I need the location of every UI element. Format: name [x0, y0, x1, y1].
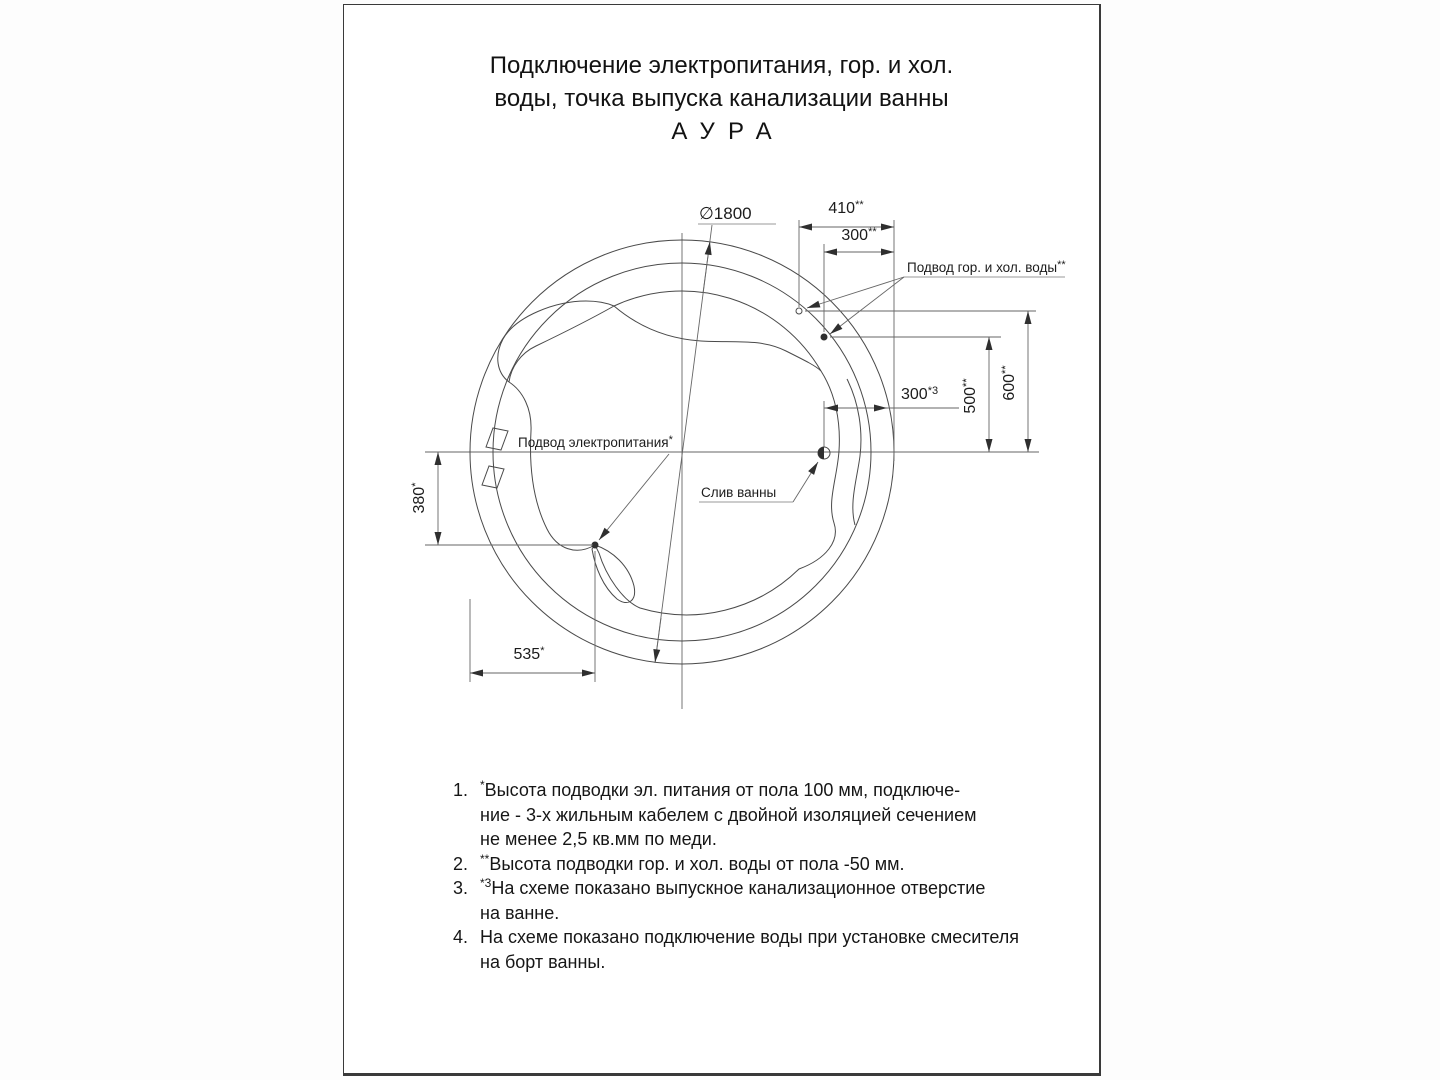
centerlines [425, 233, 1039, 709]
dim-380-label: 380* [410, 482, 428, 514]
dim-300-top-label: 300** [841, 226, 877, 244]
title-line-2: воды, точка выпуска канализации ванны [494, 85, 949, 112]
dim-535-label: 535* [513, 645, 545, 663]
dim-diameter-1800 [655, 204, 776, 663]
footnote-text: Высота подводки гор. и хол. воды от пола -50 мм. [489, 853, 905, 874]
water-supply-label: Подвод гор. и хол. воды** [907, 259, 1066, 275]
footnote-text: Высота подводки эл. питания от пола 100 мм, подключе- [484, 780, 961, 800]
dim-300-right-label: 300$^{*3}$ [901, 385, 939, 403]
footnote-number: 1. [453, 780, 469, 800]
footnote-number: 2. [453, 853, 469, 874]
water-supply-callout [796, 259, 1066, 341]
dim-535-group [470, 551, 595, 682]
footnote-4 [453, 925, 1053, 974]
footnote-text: не менее 2,5 кв.мм по меди. [480, 829, 717, 849]
dim-300-drain [824, 385, 959, 447]
power-supply-callout [518, 434, 674, 549]
footnote-text: На схеме показано подключение воды при установке смесителя [480, 927, 1020, 947]
drain-label: Слив ванны [701, 485, 777, 500]
water-point-1 [796, 308, 802, 314]
dim-380-group [410, 452, 593, 545]
dim-top-group [799, 199, 894, 461]
footnote-text: на борт ванны. [480, 951, 606, 972]
jet-nozzle-lower [482, 466, 504, 488]
footnote-text: на ванне. [480, 902, 560, 923]
footnote-text: ние - 3-х жильным кабелем с двойной изоляцией сечением [480, 804, 977, 825]
lower-armrest-petal [592, 545, 635, 603]
title-line-1: Подключение электропитания, гор. и хол. [489, 52, 954, 79]
footnote-number: 4. [453, 927, 469, 947]
footnote-marker: *3 [480, 876, 492, 890]
footnote-marker: * [480, 778, 485, 792]
page-title [344, 49, 1099, 148]
title-line-3: АУРА [671, 118, 785, 145]
drain-callout [699, 447, 830, 502]
dim-diameter-label: ∅1800 [699, 204, 752, 223]
bath-installation-diagram [344, 151, 1102, 721]
bath-basin-contour [482, 291, 861, 615]
headrest-inner-line [614, 306, 821, 371]
dim-410-label: 410** [828, 199, 864, 217]
footnote-marker: ** [480, 851, 490, 866]
footnote-number: 3. [453, 878, 469, 898]
dim-500-label: 500** [961, 378, 979, 414]
headrest-fold-line [509, 306, 614, 382]
power-supply-label: Подвод электропитания* [518, 434, 673, 450]
footnote-2 [453, 852, 1053, 877]
footnotes [453, 778, 1053, 974]
footnote-text: На схеме показано выпускное канализационное отверстие [491, 878, 986, 898]
dim-600-label: 600** [1000, 365, 1018, 401]
footnote-3 [453, 876, 1053, 925]
page-frame [343, 4, 1101, 1076]
jet-nozzle-upper [486, 428, 508, 450]
footnote-1 [453, 778, 1053, 852]
water-point-2 [821, 334, 828, 341]
